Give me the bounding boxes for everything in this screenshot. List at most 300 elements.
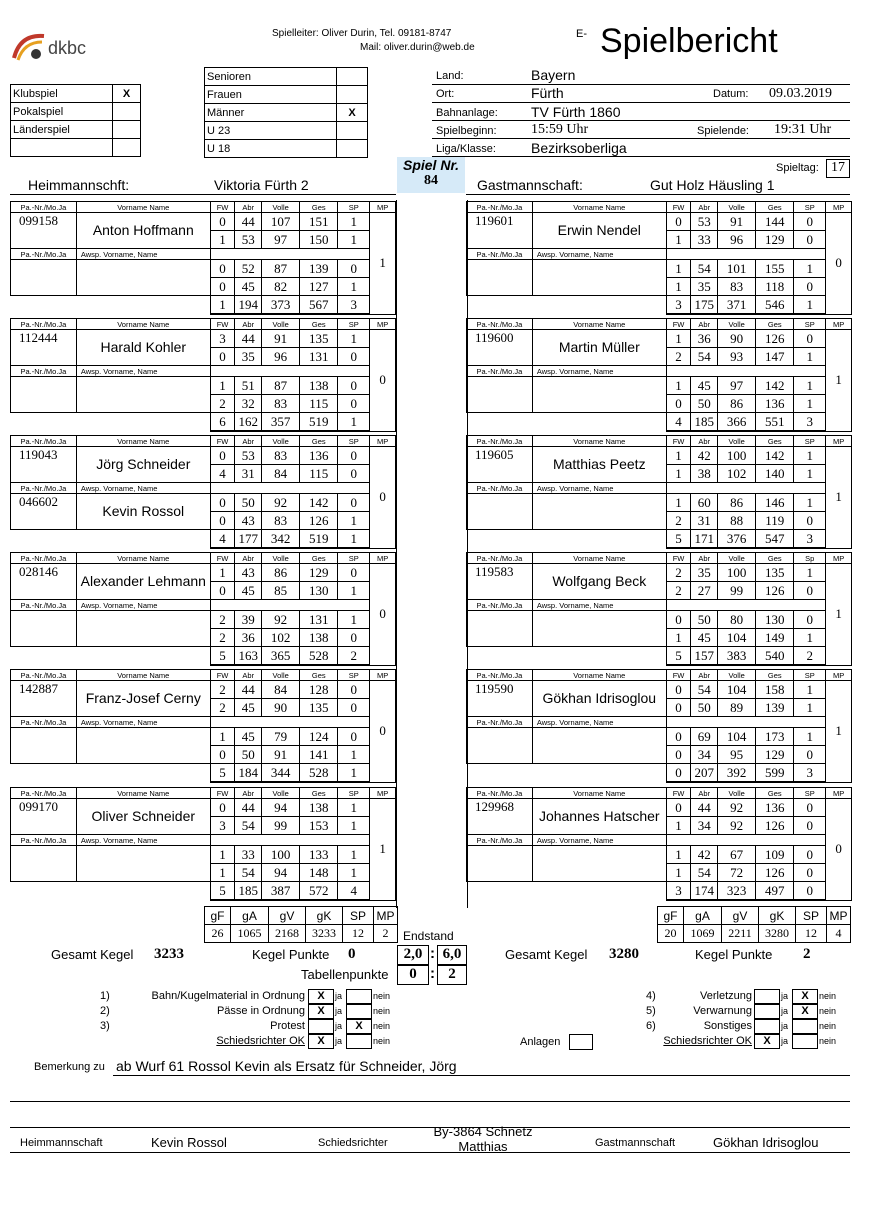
score-cell: 92 xyxy=(262,611,300,629)
guest-kegel-punkte-label: Kegel Punkte xyxy=(695,947,773,962)
col-header-sp: SP xyxy=(338,202,370,213)
score-cell: 0 xyxy=(210,260,235,278)
score-cell: 144 xyxy=(756,213,794,231)
total-header: gF xyxy=(658,907,684,925)
nein-label: nein xyxy=(373,1021,391,1031)
score-cell: 35 xyxy=(235,348,262,366)
liga-label: Liga/Klasse: xyxy=(436,143,496,155)
total-cell: 175 xyxy=(691,296,718,315)
total-cell: 1 xyxy=(338,530,370,549)
score-cell: 142 xyxy=(756,447,794,465)
score-cell: 0 xyxy=(338,395,370,413)
score-cell: 1 xyxy=(666,465,691,483)
score-cell: 130 xyxy=(300,582,338,600)
blank-cell xyxy=(718,366,756,377)
col-header-mp: MP xyxy=(826,436,852,447)
substitute-pnr: 046602 xyxy=(11,494,77,530)
blank-cell xyxy=(718,483,756,494)
col-header-sp: SP xyxy=(794,436,826,447)
player-pnr: 129968 xyxy=(467,799,533,835)
spielart-label xyxy=(11,139,113,157)
score-cell: 32 xyxy=(235,395,262,413)
player-name: Johannes Hatscher xyxy=(532,799,666,835)
score-cell: 2 xyxy=(666,512,691,530)
klasse-label: U 18 xyxy=(205,140,337,158)
score-cell: 50 xyxy=(235,494,262,512)
player-mp: 0 xyxy=(370,681,396,783)
blank-cell xyxy=(210,366,235,377)
total-header: gA xyxy=(231,907,269,925)
ja-checkbox[interactable]: X xyxy=(754,1034,780,1049)
score-cell: 83 xyxy=(262,512,300,530)
nein-label: nein xyxy=(819,991,837,1001)
col-header-volle: Volle xyxy=(262,319,300,330)
col-header-ges: Ges xyxy=(756,553,794,564)
anlagen-label: Anlagen xyxy=(520,1036,561,1048)
blank-cell xyxy=(300,483,338,494)
total-cell: 528 xyxy=(300,647,338,666)
total-value: 12 xyxy=(796,925,827,943)
player-pnr: 119583 xyxy=(467,564,533,600)
score-row xyxy=(467,611,852,629)
ja-checkbox[interactable] xyxy=(754,989,780,1004)
blank-cell xyxy=(262,600,300,611)
score-cell: 44 xyxy=(235,681,262,699)
score-cell: 0 xyxy=(338,728,370,746)
ja-checkbox[interactable] xyxy=(754,1004,780,1019)
ort-value: Fürth xyxy=(531,85,564,101)
player-name: Matthias Peetz xyxy=(532,447,666,483)
klasse-checkbox[interactable] xyxy=(337,122,368,140)
player-mp: 0 xyxy=(826,213,852,315)
ja-checkbox[interactable] xyxy=(754,1019,780,1034)
total-cell: 365 xyxy=(262,647,300,666)
spielart-checkbox[interactable]: X xyxy=(113,85,141,103)
score-cell: 54 xyxy=(691,681,718,699)
score-cell: 39 xyxy=(235,611,262,629)
score-cell: 101 xyxy=(718,260,756,278)
total-header: SP xyxy=(796,907,827,925)
score-cell: 0 xyxy=(666,799,691,817)
player-name: Gökhan Idrisoglou xyxy=(532,681,666,717)
total-cell: 599 xyxy=(756,764,794,783)
substitute-pnr xyxy=(11,611,77,647)
footer-gast-label: Gastmannschaft xyxy=(595,1137,676,1149)
blank-cell xyxy=(718,249,756,260)
score-row xyxy=(11,564,396,582)
score-cell: 53 xyxy=(235,447,262,465)
blank-cell xyxy=(794,600,826,611)
ja-checkbox[interactable]: X xyxy=(308,1004,334,1019)
score-cell: 0 xyxy=(666,213,691,231)
score-row xyxy=(467,681,852,699)
bemerkung-label: Bemerkung zu xyxy=(34,1061,105,1073)
col-header-volle: Volle xyxy=(718,436,756,447)
score-cell: 104 xyxy=(718,728,756,746)
col-header-ersatz: Awsp. Vorname, Name xyxy=(76,249,210,260)
spielart-checkbox[interactable] xyxy=(113,121,141,139)
tab-home: 0 xyxy=(397,965,429,985)
blank-cell xyxy=(235,249,262,260)
score-cell: 36 xyxy=(235,629,262,647)
player-mp: 1 xyxy=(826,447,852,549)
total-value: 4 xyxy=(827,925,851,943)
total-cell: 5 xyxy=(210,647,235,666)
guest-player-block xyxy=(466,552,852,666)
klasse-checkbox[interactable] xyxy=(337,86,368,104)
score-row xyxy=(467,260,852,278)
score-cell: 1 xyxy=(666,278,691,296)
col-header-ges: Ges xyxy=(756,788,794,799)
score-cell: 1 xyxy=(338,582,370,600)
score-cell: 90 xyxy=(718,330,756,348)
ja-checkbox[interactable]: X xyxy=(308,1034,334,1049)
total-cell: 162 xyxy=(235,413,262,432)
col-header-sp: SP xyxy=(338,553,370,564)
home-gesamt-kegel: 3233 xyxy=(154,946,184,962)
score-cell: 1 xyxy=(666,494,691,512)
spielart-checkbox[interactable] xyxy=(113,103,141,121)
land-label: Land: xyxy=(436,70,464,82)
score-cell: 89 xyxy=(718,699,756,717)
score-cell: 131 xyxy=(300,611,338,629)
spielleiter-mail: Mail: oliver.durin@web.de xyxy=(360,42,475,53)
score-cell: 129 xyxy=(756,231,794,249)
score-cell: 97 xyxy=(262,231,300,249)
substitute-header-row xyxy=(11,366,396,377)
col-header-fw: FW xyxy=(666,319,691,330)
score-cell: 54 xyxy=(691,864,718,882)
total-header: gA xyxy=(684,907,722,925)
score-cell: 53 xyxy=(691,213,718,231)
col-header-ges: Ges xyxy=(300,670,338,681)
total-value: 26 xyxy=(205,925,231,943)
score-cell: 149 xyxy=(756,629,794,647)
nein-label: nein xyxy=(373,991,391,1001)
nein-checkbox[interactable] xyxy=(346,1034,372,1049)
score-cell: 1 xyxy=(210,564,235,582)
col-header-volle: Volle xyxy=(718,553,756,564)
blank-cell xyxy=(11,413,211,432)
total-header: gK xyxy=(306,907,343,925)
col-header-volle: Volle xyxy=(262,553,300,564)
score-cell: 1 xyxy=(794,395,826,413)
score-cell: 0 xyxy=(210,348,235,366)
total-cell: 6 xyxy=(210,413,235,432)
check-label: Verletzung xyxy=(700,990,752,1002)
player-pnr: 119043 xyxy=(11,447,77,483)
check-label: Pässe in Ordnung xyxy=(216,1005,305,1017)
nein-checkbox[interactable] xyxy=(792,1019,818,1034)
ja-label: ja xyxy=(335,1021,343,1031)
blank-cell xyxy=(262,483,300,494)
nein-checkbox[interactable]: X xyxy=(346,1019,372,1034)
spieltag-label: Spieltag: xyxy=(776,162,819,174)
total-cell: 371 xyxy=(718,296,756,315)
nein-checkbox[interactable] xyxy=(792,1034,818,1049)
score-cell: 0 xyxy=(794,213,826,231)
score-cell: 0 xyxy=(338,564,370,582)
footer-gast-name: Gökhan Idrisoglou xyxy=(713,1135,819,1150)
end-guest: 6,0 xyxy=(437,945,467,965)
player-pnr: 142887 xyxy=(11,681,77,717)
score-cell: 118 xyxy=(756,278,794,296)
total-cell: 323 xyxy=(718,882,756,901)
score-cell: 131 xyxy=(300,348,338,366)
score-cell: 1 xyxy=(338,611,370,629)
score-row xyxy=(467,447,852,465)
col-header-pnr: Pa.-Nr./Mo.Ja xyxy=(11,483,77,494)
blank-cell xyxy=(666,835,691,846)
total-value: 12 xyxy=(343,925,374,943)
nein-label: nein xyxy=(819,1021,837,1031)
col-header-sp: SP xyxy=(338,319,370,330)
guest-player-block xyxy=(466,201,852,315)
total-value: 1065 xyxy=(231,925,269,943)
substitute-name xyxy=(532,846,666,882)
score-cell: 95 xyxy=(718,746,756,764)
col-header-ges: Ges xyxy=(300,788,338,799)
score-cell: 35 xyxy=(691,564,718,582)
score-cell: 0 xyxy=(794,817,826,835)
substitute-header-row xyxy=(467,483,852,494)
score-cell: 151 xyxy=(300,213,338,231)
col-header-ersatz: Awsp. Vorname, Name xyxy=(76,717,210,728)
score-cell: 115 xyxy=(300,395,338,413)
score-cell: 45 xyxy=(691,629,718,647)
total-cell: 1 xyxy=(794,296,826,315)
col-header-volle: Volle xyxy=(262,202,300,213)
score-cell: 1 xyxy=(666,864,691,882)
score-cell: 136 xyxy=(756,395,794,413)
header-row xyxy=(467,553,852,564)
score-cell: 0 xyxy=(794,799,826,817)
total-cell: 373 xyxy=(262,296,300,315)
score-cell: 0 xyxy=(210,799,235,817)
score-cell: 109 xyxy=(756,846,794,864)
score-cell: 92 xyxy=(262,494,300,512)
substitute-name xyxy=(76,611,210,647)
home-player-block xyxy=(10,201,396,315)
score-cell: 87 xyxy=(262,260,300,278)
score-cell: 79 xyxy=(262,728,300,746)
player-name: Anton Hoffmann xyxy=(76,213,210,249)
score-cell: 1 xyxy=(794,728,826,746)
col-header-fw: FW xyxy=(666,788,691,799)
blank-cell xyxy=(235,483,262,494)
col-header-volle: Volle xyxy=(262,788,300,799)
score-cell: 142 xyxy=(756,377,794,395)
col-header-sp: SP xyxy=(794,202,826,213)
score-cell: 1 xyxy=(338,512,370,530)
col-header-name: Vorname Name xyxy=(532,202,666,213)
beginn-value: 15:59 Uhr xyxy=(531,122,589,137)
substitute-pnr xyxy=(11,260,77,296)
total-cell: 376 xyxy=(718,530,756,549)
col-header-abr: Abr xyxy=(691,670,718,681)
blank-cell xyxy=(11,764,211,783)
col-header-name: Vorname Name xyxy=(76,788,210,799)
score-row xyxy=(11,377,396,395)
score-cell: 50 xyxy=(235,746,262,764)
score-cell: 3 xyxy=(210,817,235,835)
nein-checkbox[interactable]: X xyxy=(792,989,818,1004)
total-cell: 567 xyxy=(300,296,338,315)
score-cell: 42 xyxy=(691,846,718,864)
score-cell: 94 xyxy=(262,864,300,882)
header-row xyxy=(467,202,852,213)
score-cell: 0 xyxy=(338,447,370,465)
klasse-checkbox[interactable] xyxy=(337,68,368,86)
total-cell: 551 xyxy=(756,413,794,432)
nein-label: nein xyxy=(819,1036,837,1046)
ja-checkbox[interactable] xyxy=(308,1019,334,1034)
score-cell: 31 xyxy=(691,512,718,530)
score-cell: 50 xyxy=(691,699,718,717)
col-header-mp: MP xyxy=(826,788,852,799)
score-row xyxy=(11,681,396,699)
ja-checkbox[interactable]: X xyxy=(308,989,334,1004)
score-cell: 53 xyxy=(235,231,262,249)
score-cell: 72 xyxy=(718,864,756,882)
page-title: Spielbericht xyxy=(600,22,778,60)
player-pnr: 028146 xyxy=(11,564,77,600)
score-cell: 0 xyxy=(338,377,370,395)
blank-cell xyxy=(338,249,370,260)
score-cell: 158 xyxy=(756,681,794,699)
end-home: 2,0 xyxy=(397,945,429,965)
player-name: Wolfgang Beck xyxy=(532,564,666,600)
blank-cell xyxy=(794,366,826,377)
substitute-header-row xyxy=(11,249,396,260)
score-cell: 92 xyxy=(718,799,756,817)
substitute-pnr xyxy=(467,494,533,530)
total-row xyxy=(467,296,852,315)
score-cell: 2 xyxy=(666,348,691,366)
blank-cell xyxy=(666,717,691,728)
spielart-label: Länderspiel xyxy=(11,121,113,139)
substitute-name xyxy=(76,728,210,764)
home-player-block xyxy=(10,318,396,432)
total-cell: 3 xyxy=(794,530,826,549)
score-cell: 0 xyxy=(794,864,826,882)
total-cell: 540 xyxy=(756,647,794,666)
score-row xyxy=(467,213,852,231)
score-cell: 45 xyxy=(235,699,262,717)
total-cell: 185 xyxy=(235,882,262,901)
score-cell: 173 xyxy=(756,728,794,746)
nein-checkbox[interactable] xyxy=(346,1004,372,1019)
col-header-volle: Volle xyxy=(718,319,756,330)
klasse-checkbox[interactable]: X xyxy=(337,104,368,122)
spielart-checkbox[interactable] xyxy=(113,139,141,157)
check-number: 5) xyxy=(646,1005,656,1017)
ja-label: ja xyxy=(335,1036,343,1046)
ende-value: 19:31 Uhr xyxy=(774,122,832,137)
score-cell: 135 xyxy=(756,564,794,582)
header-row xyxy=(11,202,396,213)
score-cell: 54 xyxy=(691,348,718,366)
player-pnr: 119605 xyxy=(467,447,533,483)
score-cell: 1 xyxy=(794,564,826,582)
ja-label: ja xyxy=(781,991,789,1001)
total-cell: 5 xyxy=(210,882,235,901)
nein-checkbox[interactable] xyxy=(346,989,372,1004)
col-header-pnr: Pa.-Nr./Mo.Ja xyxy=(11,249,77,260)
col-header-abr: Abr xyxy=(691,788,718,799)
score-cell: 138 xyxy=(300,799,338,817)
ja-label: ja xyxy=(335,1006,343,1016)
total-value: 2211 xyxy=(722,925,759,943)
substitute-name xyxy=(532,260,666,296)
dkbc-logo xyxy=(10,28,110,68)
total-row xyxy=(11,413,396,432)
total-cell: 546 xyxy=(756,296,794,315)
col-header-pnr: Pa.-Nr./Mo.Ja xyxy=(11,553,77,564)
guest-kegel-punkte: 2 xyxy=(803,946,811,962)
header-row xyxy=(11,788,396,799)
col-header-fw: FW xyxy=(210,670,235,681)
col-header-pnr: Pa.-Nr./Mo.Ja xyxy=(11,436,77,447)
guest-player-block xyxy=(466,435,852,549)
col-header-ges: Ges xyxy=(300,436,338,447)
score-cell: 90 xyxy=(262,699,300,717)
blank-cell xyxy=(794,717,826,728)
score-cell: 54 xyxy=(235,864,262,882)
anlagen-box[interactable] xyxy=(569,1034,593,1050)
guest-totals-table xyxy=(657,906,851,943)
score-cell: 0 xyxy=(794,512,826,530)
blank-cell xyxy=(467,296,667,315)
col-header-abr: Abr xyxy=(691,553,718,564)
total-cell: 2 xyxy=(794,647,826,666)
klasse-label: U 23 xyxy=(205,122,337,140)
col-header-name: Vorname Name xyxy=(76,553,210,564)
score-cell: 87 xyxy=(262,377,300,395)
total-cell: 2 xyxy=(338,647,370,666)
nein-checkbox[interactable]: X xyxy=(792,1004,818,1019)
klasse-checkbox[interactable] xyxy=(337,140,368,158)
player-pnr: 099170 xyxy=(11,799,77,835)
score-cell: 0 xyxy=(210,494,235,512)
col-header-name: Vorname Name xyxy=(532,670,666,681)
blank-cell xyxy=(210,600,235,611)
blank-cell xyxy=(691,835,718,846)
score-cell: 2 xyxy=(666,564,691,582)
score-cell: 0 xyxy=(210,512,235,530)
footer-heim-label: Heimmannschaft xyxy=(20,1137,103,1149)
check-number: 6) xyxy=(646,1020,656,1032)
score-row xyxy=(11,611,396,629)
blank-cell xyxy=(262,835,300,846)
total-cell: 5 xyxy=(210,764,235,783)
score-cell: 1 xyxy=(210,728,235,746)
score-cell: 91 xyxy=(262,330,300,348)
player-name: Erwin Nendel xyxy=(532,213,666,249)
bahn-value: TV Fürth 1860 xyxy=(531,104,621,120)
col-header-ersatz: Awsp. Vorname, Name xyxy=(532,249,666,260)
total-cell: 392 xyxy=(718,764,756,783)
end-colon: : xyxy=(430,945,435,962)
total-cell: 357 xyxy=(262,413,300,432)
score-cell: 99 xyxy=(262,817,300,835)
score-cell: 44 xyxy=(235,330,262,348)
col-header-pnr: Pa.-Nr./Mo.Ja xyxy=(467,483,533,494)
blank-cell xyxy=(666,483,691,494)
blank-cell xyxy=(718,835,756,846)
check-label: Sonstiges xyxy=(703,1020,752,1032)
total-cell: 3 xyxy=(794,413,826,432)
